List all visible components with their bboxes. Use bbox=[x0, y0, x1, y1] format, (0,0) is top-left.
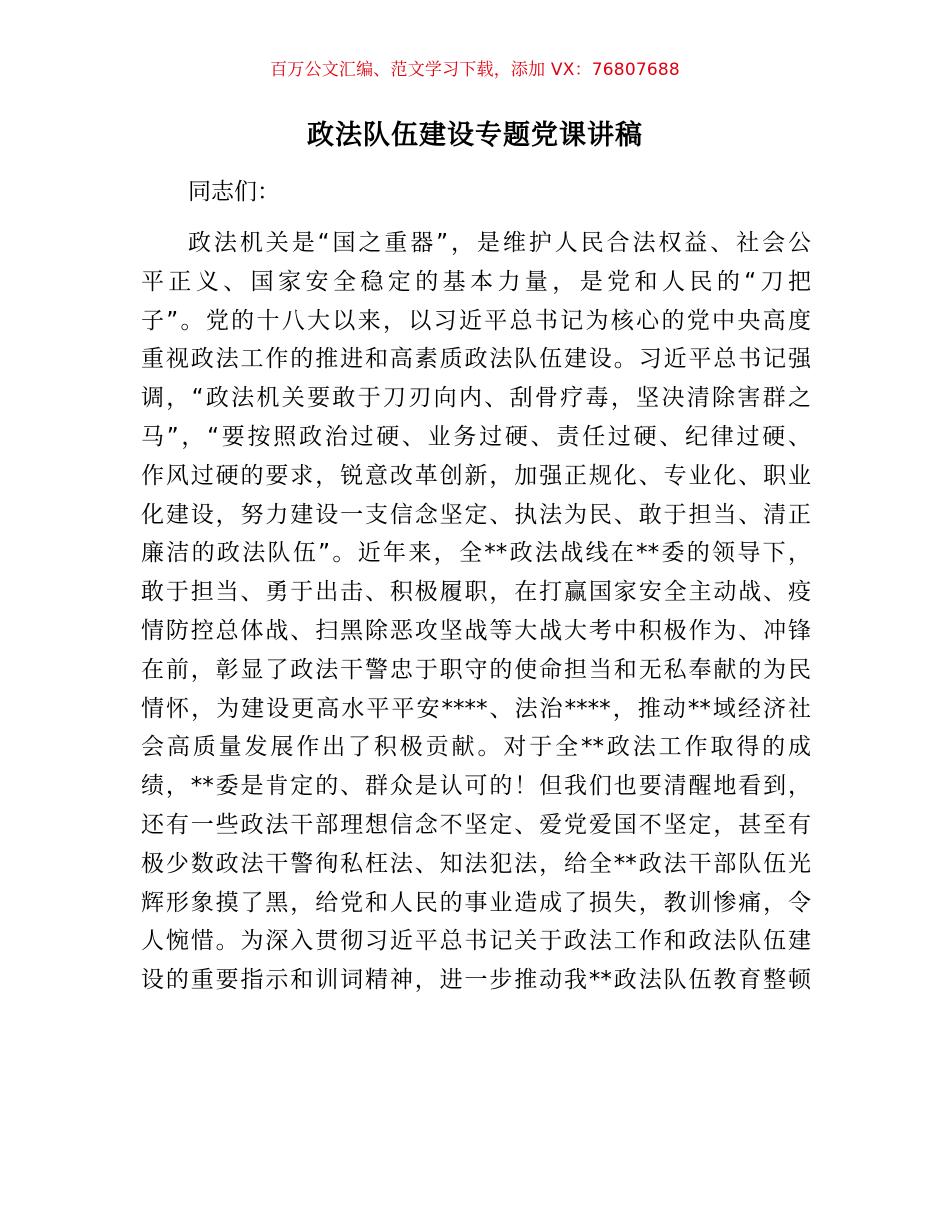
body-line: 政法机关是“国之重器”，是维护人民合法权益、社会公 bbox=[188, 230, 811, 256]
body-line: 会高质量发展作出了积极贡献。对于全**政法工作取得的成 bbox=[141, 734, 811, 761]
body-line: 情怀，为建设更高水平平安****、法治****，推动**域经济社 bbox=[141, 695, 811, 722]
salutation: 同志们： bbox=[188, 179, 280, 205]
body-line: 马”，“要按照政治过硬、业务过硬、责任过硬、纪律过硬、 bbox=[141, 423, 811, 450]
body-line: 绩，**委是肯定的、群众是认可的！但我们也要清醒地看到， bbox=[141, 773, 811, 800]
body-line: 廉洁的政法队伍”。近年来，全**政法战线在**委的领导下， bbox=[141, 540, 811, 567]
body-line: 子”。党的十八大以来，以习近平总书记为核心的党中央高度 bbox=[141, 307, 811, 334]
body-line: 化建设，努力建设一支信念坚定、执法为民、敢于担当、清正 bbox=[141, 501, 811, 528]
body-line: 平正义、国家安全稳定的基本力量，是党和人民的“刀把 bbox=[141, 268, 811, 295]
body-line: 敢于担当、勇于出击、积极履职，在打赢国家安全主动战、疫 bbox=[141, 579, 811, 606]
body-paragraph bbox=[141, 224, 811, 1000]
header-note: 百万公文汇编、范文学习下载，添加 VX：76807688 bbox=[270, 60, 680, 80]
body-line: 作风过硬的要求，锐意改革创新，加强正规化、专业化、职业 bbox=[141, 462, 811, 489]
body-line: 重视政法工作的推进和高素质政法队伍建设。习近平总书记强 bbox=[141, 346, 811, 373]
body-line: 调，“政法机关要敢于刀刃向内、刮骨疗毒，坚决清除害群之 bbox=[141, 385, 811, 412]
body-line: 在前，彰显了政法干警忠于职守的使命担当和无私奉献的为民 bbox=[141, 656, 811, 683]
body-line: 人惋惜。为深入贯彻习近平总书记关于政法工作和政法队伍建 bbox=[141, 928, 811, 955]
body-line: 极少数政法干警徇私枉法、知法犯法，给全**政法干部队伍光 bbox=[141, 850, 811, 877]
body-line: 还有一些政法干部理想信念不坚定、爱党爱国不坚定，甚至有 bbox=[141, 811, 811, 838]
body-line: 设的重要指示和训词精神，进一步推动我**政法队伍教育整顿 bbox=[141, 967, 811, 994]
document-title: 政法队伍建设专题党课讲稿 bbox=[307, 120, 643, 151]
body-line: 辉形象摸了黑，给党和人民的事业造成了损失，教训惨痛，令 bbox=[141, 889, 811, 916]
body-line: 情防控总体战、扫黑除恶攻坚战等大战大考中积极作为、冲锋 bbox=[141, 617, 811, 644]
